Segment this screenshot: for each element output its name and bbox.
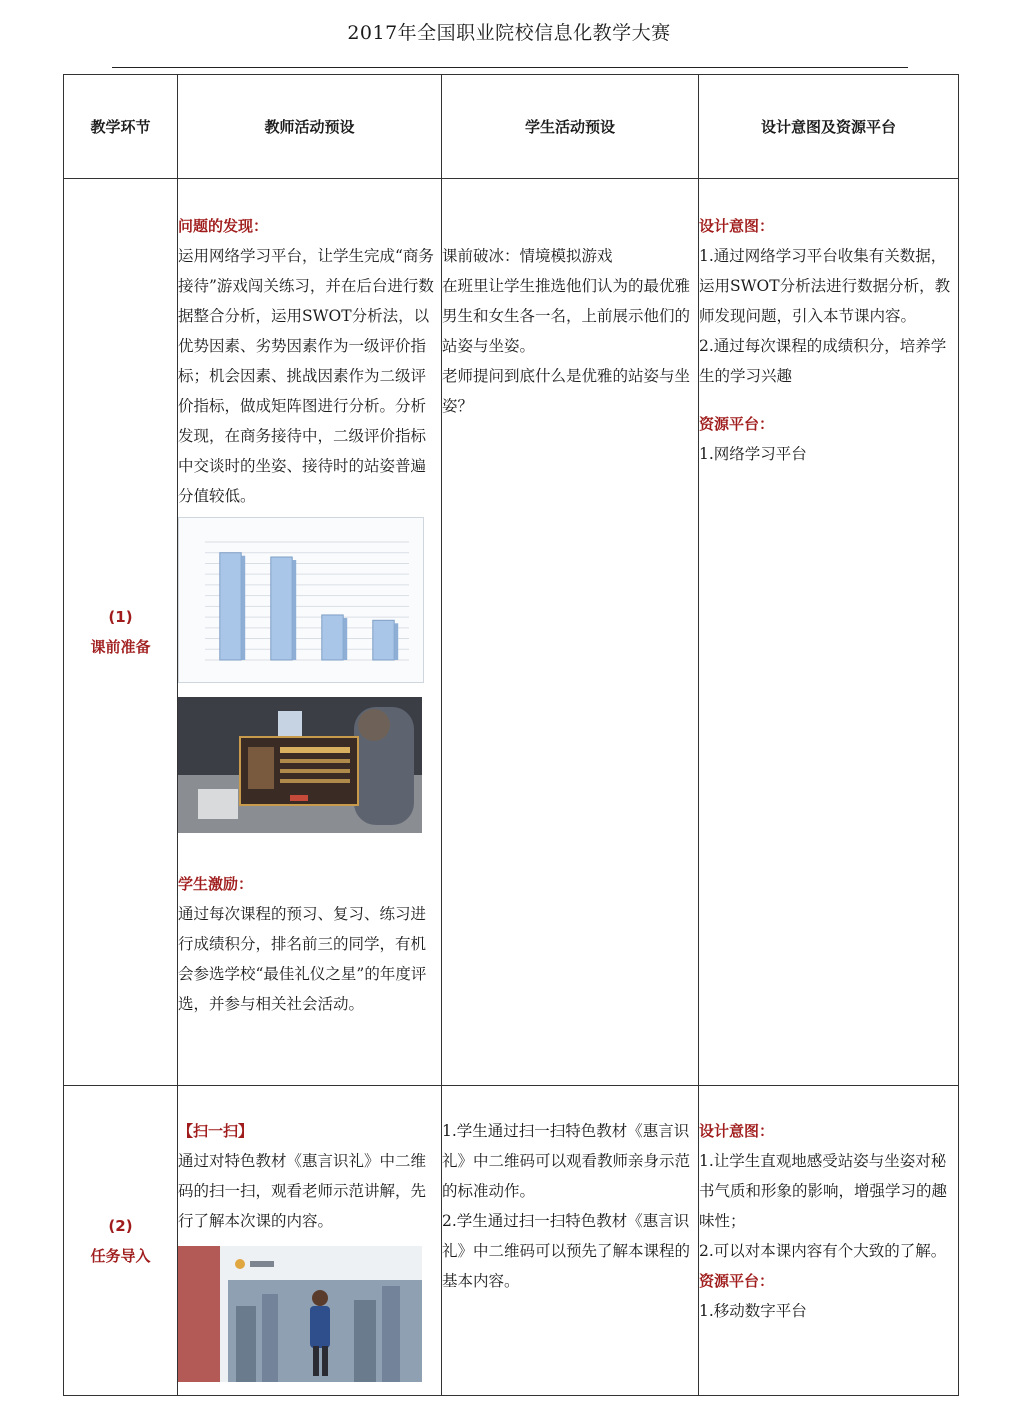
teacher-cell <box>178 1086 442 1396</box>
student-text-1: 1.学生通过扫一扫特色教材《惠言识礼》中二维码可以观看教师亲身示范的标准动作。 <box>442 1122 691 1200</box>
design-cell <box>699 179 959 1086</box>
header-teacher: 教师活动预设 <box>178 75 442 179</box>
design-text-2: 2.可以对本课内容有个大致的了解。 <box>699 1242 947 1260</box>
stage-name: 任务导入 <box>90 1246 151 1265</box>
teacher-heading: 【扫一扫】 <box>178 1122 254 1140</box>
stage-cell <box>64 179 178 1086</box>
header-design: 设计意图及资源平台 <box>699 75 959 179</box>
header-row <box>64 75 959 179</box>
chart-bar <box>373 620 394 660</box>
header-student: 学生活动预设 <box>442 75 699 179</box>
design-text-1: 1.通过网络学习平台收集有关数据，运用SWOT分析法进行数据分析，教师发现问题，引入本节课内容。 <box>699 247 951 325</box>
student-text-1: 课前破冰：情境模拟游戏 <box>442 247 613 265</box>
design-text-2: 2.通过每次课程的成绩积分，培养学生的学习兴趣 <box>699 337 947 385</box>
teacher-heading-2: 学生激励： <box>178 875 254 893</box>
game-scene-graphic <box>178 697 422 833</box>
stage-name: 课前准备 <box>90 638 151 656</box>
stage-cell <box>64 1086 178 1396</box>
teacher-text: 运用网络学习平台，让学生完成“商务接待”游戏闯关练习，并在后台进行数据整合分析，运用SWOT分析法，以优势因素、劣势因素作为一级评价指标；机会因素、挑战因素作为二级评价指标，做成矩阵图进行分析。分析发现，在商务接待中，二级评价指标中交谈时的坐姿、接待时的站姿普遍分值较低。 <box>178 247 434 505</box>
chart-svg <box>179 518 423 682</box>
student-cell <box>442 1086 699 1396</box>
game-screenshot-image <box>178 697 422 833</box>
score-bar-chart <box>178 517 424 683</box>
chart-bar <box>322 615 343 660</box>
chart-bar-shade <box>343 618 347 660</box>
stage-number: (1) <box>108 608 133 626</box>
student-cell <box>442 179 699 1086</box>
resource-text: 1.移动数字平台 <box>699 1302 807 1320</box>
table-row <box>64 179 959 1086</box>
student-text-3: 老师提问到底什么是优雅的站姿与坐姿？ <box>442 367 691 415</box>
chart-bar-shade <box>394 623 398 660</box>
chart-bar <box>271 557 292 660</box>
resource-heading: 资源平台： <box>699 415 775 433</box>
video-scene-graphic <box>178 1246 422 1382</box>
design-cell <box>699 1086 959 1396</box>
resource-text: 1.网络学习平台 <box>699 445 807 463</box>
teacher-text: 通过对特色教材《惠言识礼》中二维码的扫一扫，观看老师示范讲解，先行了解本次课的内容。 <box>178 1152 427 1230</box>
resource-heading: 资源平台： <box>699 1272 775 1290</box>
teacher-video-image <box>178 1246 422 1382</box>
stage-number: (2) <box>108 1216 133 1235</box>
teacher-cell <box>178 179 442 1086</box>
design-text-1: 1.让学生直观地感受站姿与坐姿对秘书气质和形象的影响，增强学习的趣味性； <box>699 1152 948 1230</box>
chart-bar-shade <box>241 556 245 660</box>
lesson-plan-table <box>63 74 959 1396</box>
header-stage: 教学环节 <box>64 75 178 179</box>
design-heading: 设计意图： <box>699 217 775 235</box>
student-text-2: 在班里让学生推选他们认为的最优雅男生和女生各一名，上前展示他们的站姿与坐姿。 <box>442 277 691 355</box>
chart-bar <box>220 553 241 660</box>
teacher-heading: 问题的发现： <box>178 217 269 235</box>
table-row <box>64 1086 959 1396</box>
design-heading: 设计意图： <box>699 1122 775 1140</box>
student-text-2: 2.学生通过扫一扫特色教材《惠言识礼》中二维码可以预先了解本课程的基本内容。 <box>442 1212 691 1290</box>
chart-bar-shade <box>292 560 296 660</box>
title-underline <box>112 67 908 68</box>
document-title: 2017年全国职业院校信息化教学大赛 <box>347 22 671 44</box>
teacher-text-2: 通过每次课程的预习、复习、练习进行成绩积分，排名前三的同学，有机会参选学校“最佳礼仪之星”的年度评选，并参与相关社会活动。 <box>178 905 427 1013</box>
